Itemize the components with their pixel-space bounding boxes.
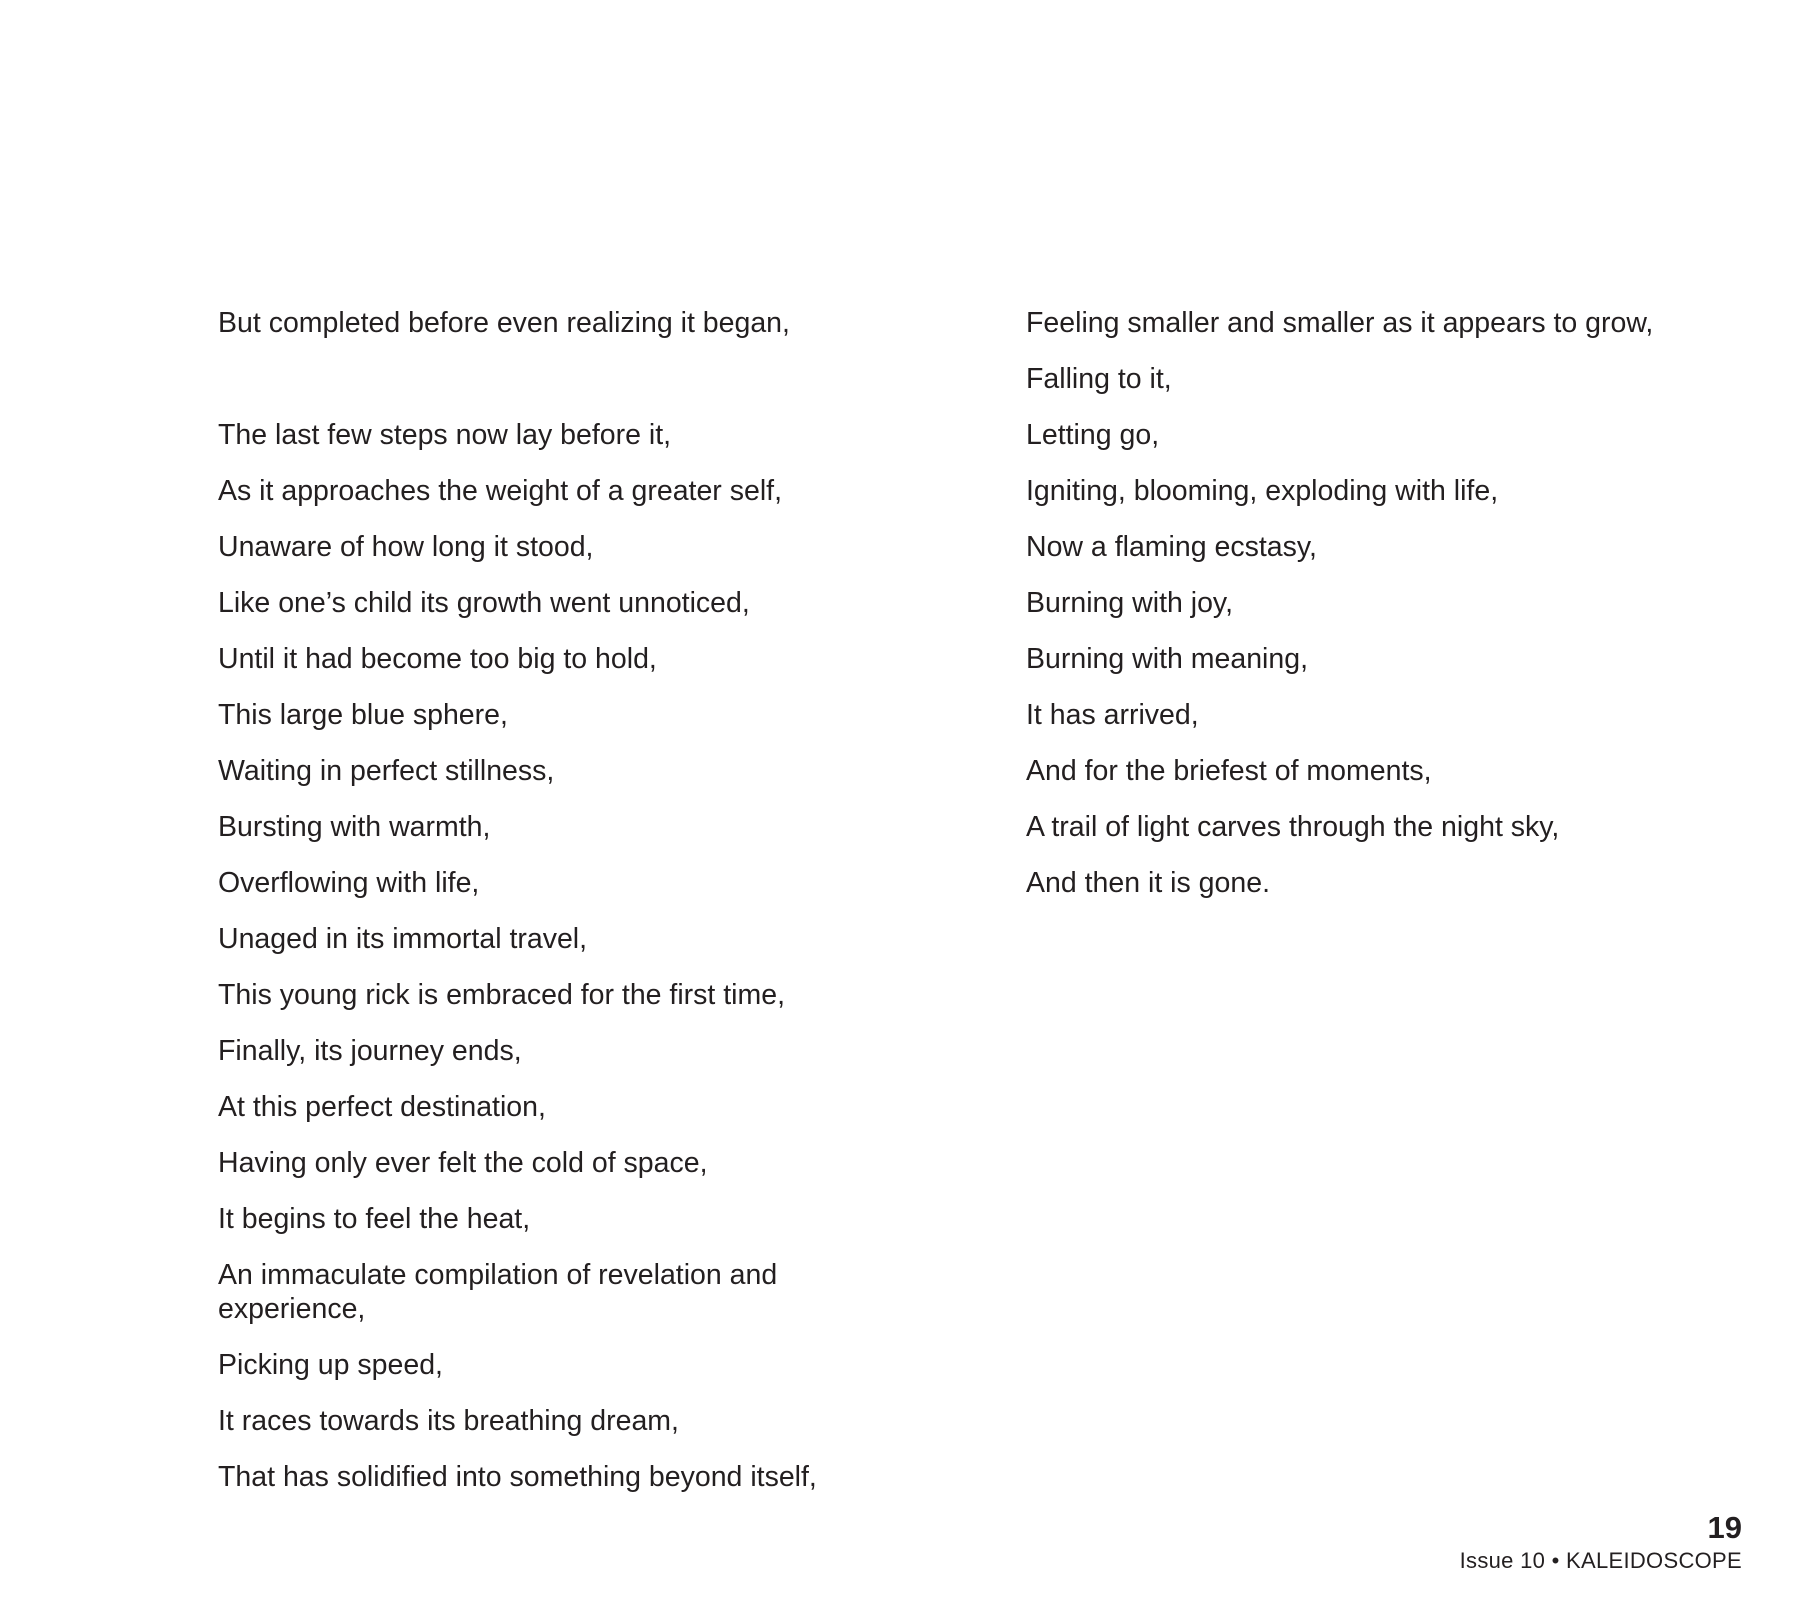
poem-line: That has solidified into something beyond itself, xyxy=(218,1461,817,1493)
poem-line: This large blue sphere, xyxy=(218,699,508,731)
poem-line: An immaculate compilation of revelation and experience, xyxy=(218,1259,778,1325)
poem-line: A trail of light carves through the night sky, xyxy=(1026,811,1560,843)
poem-line: As it approaches the weight of a greater self, xyxy=(218,475,782,507)
poem-line: Bursting with warmth, xyxy=(218,811,491,843)
poem-line: It begins to feel the heat, xyxy=(218,1203,531,1235)
poem-line: And for the briefest of moments, xyxy=(1026,755,1432,787)
poem-left-column xyxy=(218,306,868,1516)
poem-line: Unaged in its immortal travel, xyxy=(218,923,588,955)
poem-line: Burning with joy, xyxy=(1026,587,1233,619)
poem-line: It has arrived, xyxy=(1026,699,1199,731)
stanza-break xyxy=(218,362,868,396)
poem-line: Picking up speed, xyxy=(218,1349,443,1381)
poem-line: Falling to it, xyxy=(1026,363,1172,395)
poem-line: But completed before even realizing it began, xyxy=(218,307,790,339)
poem-line: Letting go, xyxy=(1026,419,1160,451)
poem-line: Like one’s child its growth went unnoticed, xyxy=(218,587,750,619)
poem-line: Finally, its journey ends, xyxy=(218,1035,522,1067)
poem-line: At this perfect destination, xyxy=(218,1091,546,1123)
poem-line: This young rick is embraced for the first time, xyxy=(218,979,786,1011)
poem-right-column xyxy=(1026,306,1746,922)
poem-line: Feeling smaller and smaller as it appears to grow, xyxy=(1026,307,1654,339)
poem-line: Having only ever felt the cold of space, xyxy=(218,1147,708,1179)
poem-line: Overflowing with life, xyxy=(218,867,480,899)
poem-line: And then it is gone. xyxy=(1026,867,1271,899)
poem-line: Now a flaming ecstasy, xyxy=(1026,531,1317,563)
issue-line: Issue 10 • KALEIDOSCOPE xyxy=(1459,1548,1742,1573)
page-number: 19 xyxy=(1707,1510,1742,1545)
poem-line: Unaware of how long it stood, xyxy=(218,531,594,563)
poem-line: Waiting in perfect stillness, xyxy=(218,755,555,787)
poem-line: It races towards its breathing dream, xyxy=(218,1405,679,1437)
poem-line: Burning with meaning, xyxy=(1026,643,1308,675)
poem-line: The last few steps now lay before it, xyxy=(218,419,672,451)
poem-line: Igniting, blooming, exploding with life, xyxy=(1026,475,1499,507)
poem-line: Until it had become too big to hold, xyxy=(218,643,657,675)
